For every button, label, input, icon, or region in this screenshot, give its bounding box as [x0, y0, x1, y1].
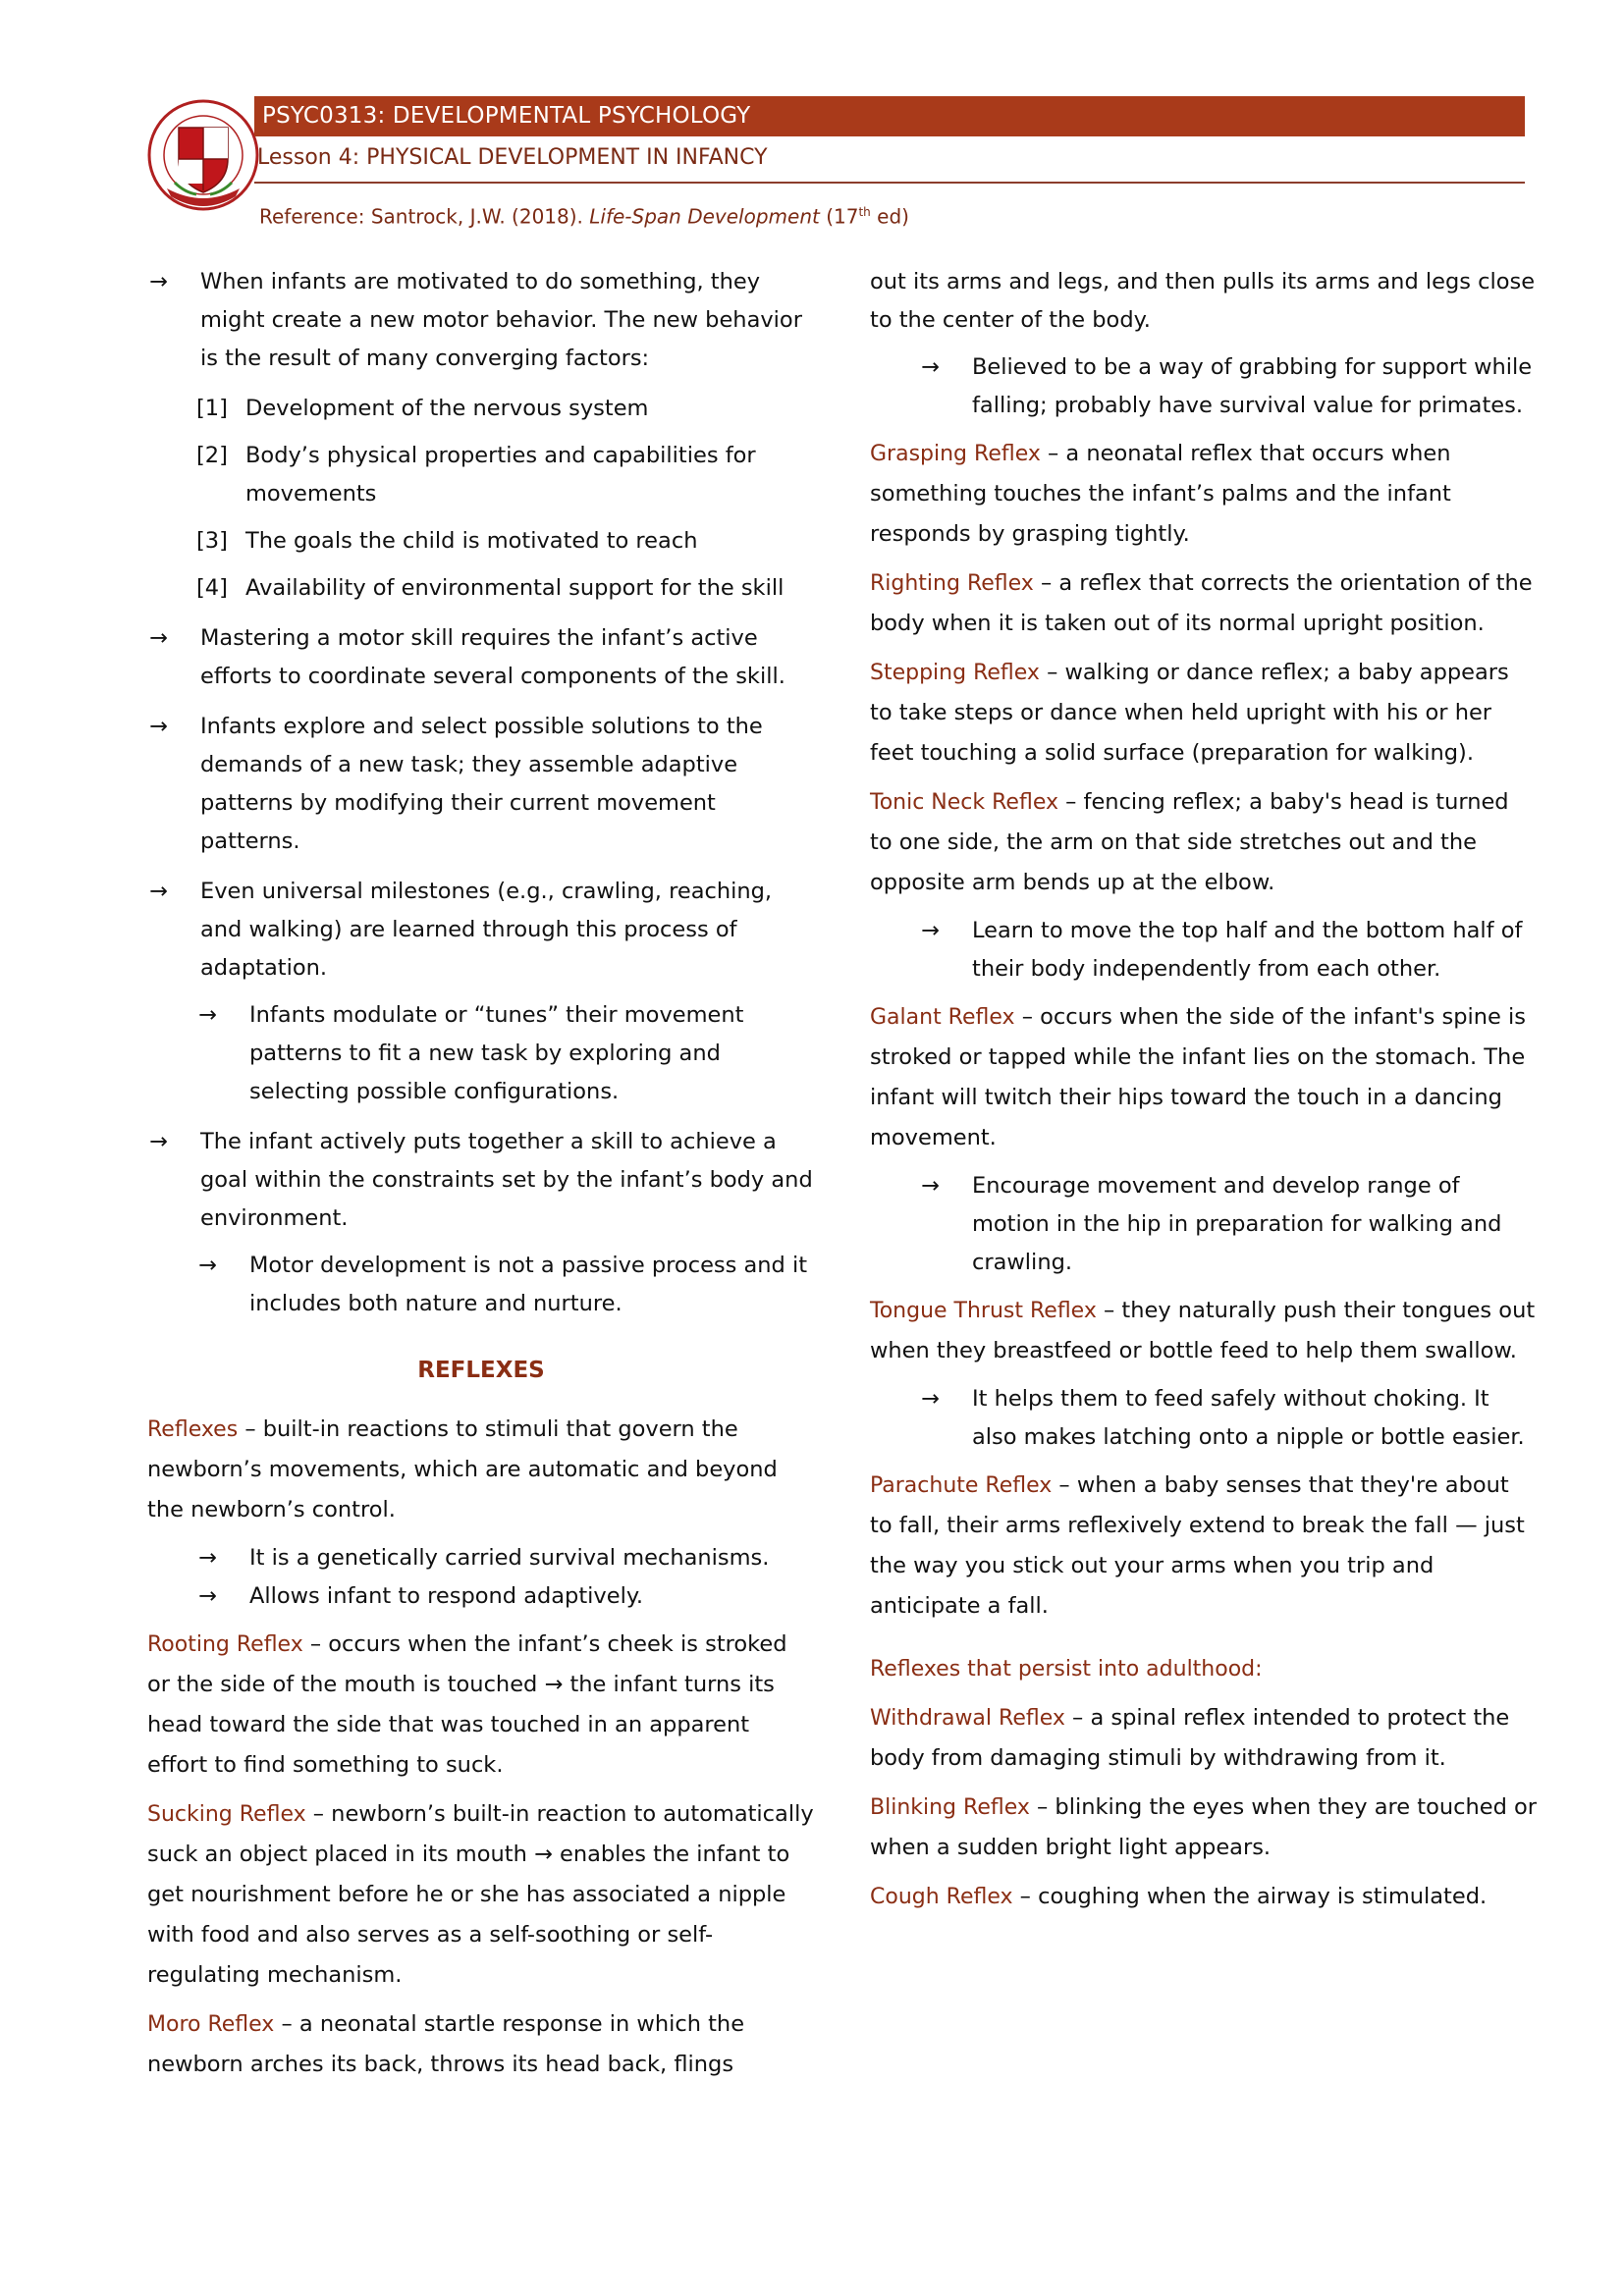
term: Grasping Reflex: [870, 442, 1041, 466]
definition-cough-reflex: [870, 1877, 1538, 1917]
term: Galant Reflex: [870, 1005, 1015, 1030]
lesson-title: Lesson 4: PHYSICAL DEVELOPMENT IN INFANCY: [257, 145, 768, 170]
left-column: [147, 263, 815, 2085]
arrow-icon: →: [198, 1545, 217, 1571]
definition-text: – a spinal reflex intended to protect the body from damaging stimuli by withdrawing from it.: [870, 1705, 1510, 1771]
sub-bullet-item: [196, 1577, 815, 1616]
factor-number: [1]: [196, 396, 228, 421]
definition-tonic-neck-reflex: [870, 782, 1538, 903]
reference-edition: (17: [819, 204, 859, 229]
definition-grasping-reflex: [870, 434, 1538, 555]
term: Moro Reflex: [147, 2012, 275, 2037]
sub-bullet-text: Believed to be a way of grabbing for support while falling; probably have survival value for primates.: [972, 354, 1533, 418]
definition-withdrawal-reflex: [870, 1698, 1538, 1779]
reference-line: [259, 197, 909, 232]
definition-tongue-thrust-reflex: [870, 1291, 1538, 1371]
term: Cough Reflex: [870, 1885, 1013, 1909]
factor-item: [196, 569, 815, 608]
factor-text: Availability of environmental support for the skill: [245, 575, 785, 601]
course-title: PSYC0313: DEVELOPMENTAL PSYCHOLOGY: [262, 103, 751, 129]
sub-bullet-text: Allows infant to respond adaptively.: [249, 1583, 644, 1609]
factor-text: Development of the nervous system: [245, 396, 649, 421]
sub-bullet-item: [196, 996, 815, 1111]
term: Sucking Reflex: [147, 1802, 306, 1827]
subheading-adult-reflexes: Reflexes that persist into adulthood:: [870, 1657, 1263, 1682]
definition-text: – a neonatal reflex that occurs when something touches the infant’s palms and the infant responds by grasping tightly.: [870, 441, 1451, 547]
factor-item: [196, 390, 815, 428]
arrow-icon: →: [149, 625, 168, 651]
term: Tongue Thrust Reflex: [870, 1299, 1097, 1323]
section-title-reflexes: REFLEXES: [417, 1358, 545, 1383]
definition-reflexes: [147, 1410, 815, 1530]
sub-bullet-text: It is a genetically carried survival mechanisms.: [249, 1545, 770, 1571]
bullet-item: [147, 873, 815, 988]
bullet-item: [147, 708, 815, 861]
definition-righting-reflex: [870, 563, 1538, 644]
sub-bullet-text: Motor development is not a passive process and it includes both nature and nurture.: [249, 1253, 808, 1316]
sub-bullet-text: It helps them to feed safely without choking. It also makes latching onto a nipple or bottle easier.: [972, 1386, 1525, 1450]
factor-number: [4]: [196, 575, 228, 601]
arrow-icon: →: [921, 1386, 940, 1412]
definition-text: – a neonatal startle response in which the newborn arches its back, throws its head back, flings: [147, 2011, 745, 2077]
definition-text: – coughing when the airway is stimulated.: [1012, 1884, 1488, 1909]
definition-moro-reflex: [147, 2004, 815, 2085]
arrow-icon: →: [149, 879, 168, 904]
arrow-icon: →: [921, 354, 940, 380]
arrow-icon: →: [921, 918, 940, 943]
reference-edition-end: ed): [870, 204, 909, 229]
factor-item: [196, 437, 815, 513]
bullet-item: [147, 263, 815, 378]
term: Rooting Reflex: [147, 1632, 303, 1657]
definition-text: – they naturally push their tongues out when they breastfeed or bottle feed to help them swallow.: [870, 1298, 1536, 1363]
definition-text: – blinking the eyes when they are touched or when a sudden bright light appears.: [870, 1794, 1538, 1860]
bullet-item: [147, 619, 815, 696]
sub-bullet-item: [919, 912, 1538, 988]
definition-stepping-reflex: [870, 653, 1538, 774]
arrow-icon: →: [198, 1583, 217, 1609]
sub-bullet-item: [919, 1167, 1538, 1282]
definition-galant-reflex: [870, 997, 1538, 1158]
factor-number: [3]: [196, 528, 228, 554]
definition-text: – built-in reactions to stimuli that govern the newborn’s movements, which are automatic and beyond the newborn’s control.: [147, 1416, 778, 1522]
factor-item: [196, 522, 815, 561]
sub-bullet-item: [919, 348, 1538, 425]
term: Tonic Neck Reflex: [870, 790, 1058, 815]
seal-icon: [145, 98, 261, 216]
definition-text: – when a baby senses that they're about to fall, their arms reflexively extend to break the fall — just the way you stick out your arms when you trip and anticipate a fall.: [870, 1472, 1525, 1619]
definition-parachute-reflex: [870, 1466, 1538, 1627]
definition-text: – occurs when the side of the infant's spine is stroked or tapped while the infant lies on the stomach. The infant will twitch their hips toward the touch in a dancing movement.: [870, 1004, 1527, 1150]
arrow-icon: →: [921, 1173, 940, 1199]
term: Righting Reflex: [870, 571, 1034, 596]
right-column: [870, 263, 1538, 1917]
arrow-icon: →: [149, 269, 168, 294]
factor-number: [2]: [196, 443, 228, 468]
moro-reflex-continued: out its arms and legs, and then pulls its arms and legs close to the center of the body.: [870, 269, 1536, 333]
sub-bullet-text: Learn to move the top half and the bottom half of their body independently from each other.: [972, 918, 1523, 982]
header-divider: [254, 182, 1525, 184]
term: Withdrawal Reflex: [870, 1706, 1065, 1731]
bullet-text: The infant actively puts together a skill to achieve a goal within the constraints set by the infant’s body and environment.: [200, 1129, 813, 1231]
reference-book-title: Life-Span Development: [589, 204, 820, 229]
arrow-icon: →: [198, 1002, 217, 1028]
definition-text: – a reflex that corrects the orientation of the body when it is taken out of its normal upright position.: [870, 570, 1533, 636]
arrow-icon: →: [198, 1253, 217, 1278]
arrow-icon: →: [149, 1129, 168, 1154]
sub-bullet-item: [919, 1380, 1538, 1457]
bullet-text: Mastering a motor skill requires the infant’s active efforts to coordinate several components of the skill.: [200, 625, 785, 689]
reference-author: : Santrock, J.W. (2018).: [357, 204, 590, 229]
bullet-text: Even universal milestones (e.g., crawling, reaching, and walking) are learned through this process of adaptation.: [200, 879, 773, 981]
reference-edition-sup: th: [858, 205, 871, 219]
term: Stepping Reflex: [870, 661, 1040, 685]
definition-text: – walking or dance reflex; a baby appears to take steps or dance when held upright with his or her feet touching a solid surface (preparation for walking).: [870, 660, 1509, 766]
definition-sucking-reflex: [147, 1794, 815, 1996]
definition-blinking-reflex: [870, 1788, 1538, 1868]
definition-text: – newborn’s built-in reaction to automatically suck an object placed in its mouth → enables the infant to get nourishment before he or she has associated a nipple with food and also serves as a self-soothing or self-regulating mechanism.: [147, 1801, 814, 1988]
factor-text: The goals the child is motivated to reach: [245, 528, 698, 554]
term: Blinking Reflex: [870, 1795, 1030, 1820]
term: Reflexes: [147, 1417, 239, 1442]
sub-bullet-item: [196, 1539, 815, 1577]
reference-label: Reference: [259, 204, 358, 229]
term: Parachute Reflex: [870, 1473, 1053, 1498]
definition-text: – occurs when the infant’s cheek is stroked or the side of the mouth is touched → the infant turns its head toward the side that was touched in an apparent effort to find something to suck.: [147, 1631, 787, 1778]
sub-bullet-item: [196, 1247, 815, 1323]
bullet-item: [147, 1123, 815, 1238]
university-seal-logo: [145, 98, 261, 216]
arrow-icon: →: [149, 714, 168, 739]
factor-text: Body’s physical properties and capabilities for movements: [245, 443, 756, 507]
sub-bullet-text: Encourage movement and develop range of motion in the hip in preparation for walking and crawling.: [972, 1173, 1502, 1275]
definition-rooting-reflex: [147, 1625, 815, 1786]
definition-text: – fencing reflex; a baby's head is turned to one side, the arm on that side stretches out and the opposite arm bends up at the elbow.: [870, 789, 1509, 895]
bullet-text: Infants explore and select possible solutions to the demands of a new task; they assemble adaptive patterns by modifying their current movement patterns.: [200, 714, 763, 854]
sub-bullet-text: Infants modulate or “tunes” their movement patterns to fit a new task by exploring and selecting possible configurations.: [249, 1002, 744, 1104]
bullet-text: When infants are motivated to do something, they might create a new motor behavior. The new behavior is the result of many converging factors:: [200, 269, 802, 371]
